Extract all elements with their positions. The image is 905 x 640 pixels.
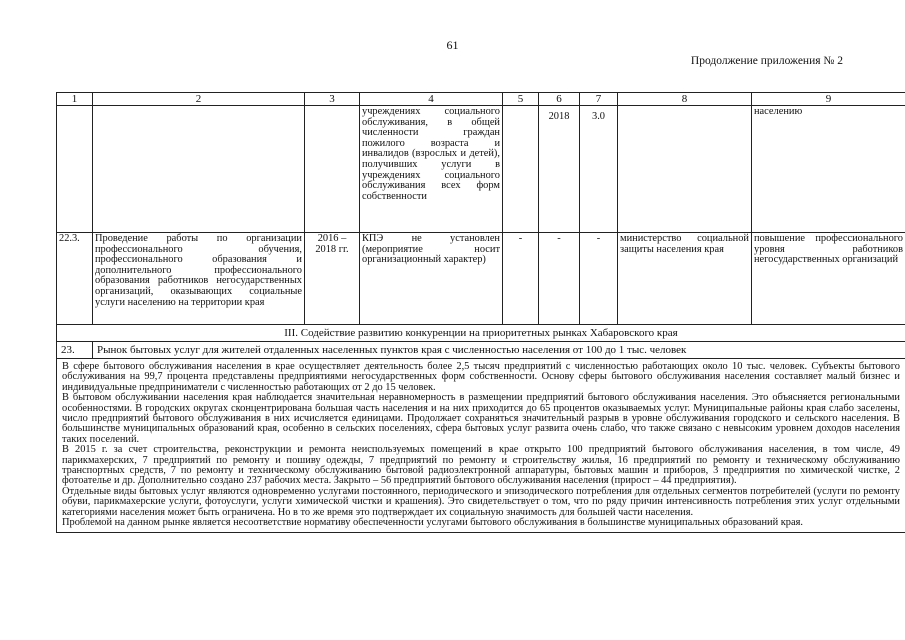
period-cell: 2016 – 2018 гг. bbox=[305, 233, 360, 325]
activity-cell: Проведение работы по организации профессионального обучения, профессионального образования и дополнительного профессионального образования работников негосударственных организаций, оказывающих социальные услуги населению на территории края bbox=[93, 233, 305, 325]
column-number: 7 bbox=[580, 93, 618, 106]
table-cell bbox=[93, 106, 305, 233]
value-cell: 3.0 bbox=[580, 106, 618, 233]
responsible-cell: министерство социальной защиты населения края bbox=[618, 233, 752, 325]
section-heading: III. Содействие развитию конкуренции на приоритетных рынках Хабаровского края bbox=[57, 325, 905, 342]
column-number: 5 bbox=[503, 93, 539, 106]
plan-table bbox=[56, 92, 905, 533]
column-number: 9 bbox=[752, 93, 905, 106]
table-row-23 bbox=[57, 342, 905, 359]
table-cell bbox=[618, 106, 752, 233]
table-cell bbox=[57, 106, 93, 233]
description-paragraph: Отдельные виды бытовых услуг являются одновременно услугами постоянного, периодического и эпизодического потребления для отдельных сегментов потребителей (услуги по ремонту обуви, парикмахерские услуги, фотоуслуги, услуги химической чистки и крашения). Это свидетельствует о том, что по ряду причин интенсивность потребления этих услуг отдельными категориями населения может быть ограничена. Но в то же время это подтверждает их социальную значимость для большей части населения. bbox=[62, 485, 900, 518]
column-number: 3 bbox=[305, 93, 360, 106]
market-description-cell bbox=[57, 359, 905, 533]
section-heading-row bbox=[57, 325, 905, 342]
table-cell: - bbox=[539, 233, 580, 325]
market-title-cell: Рынок бытовых услуг для жителей отдаленных населенных пунктов края с численностью населения от 100 до 1 тыс. человек bbox=[93, 342, 905, 359]
appendix-continuation-label: Продолжение приложения № 2 bbox=[690, 55, 843, 67]
column-number: 1 bbox=[57, 93, 93, 106]
table-row-22-3 bbox=[57, 233, 905, 325]
table-cell: - bbox=[580, 233, 618, 325]
column-number-row bbox=[57, 93, 905, 106]
table-cell bbox=[305, 106, 360, 233]
year-cell: 2018 bbox=[539, 106, 580, 233]
kpe-cell: КПЭ не установлен (мероприятие носит организационный характер) bbox=[360, 233, 503, 325]
page-number: 61 bbox=[446, 38, 459, 52]
table-cell: - bbox=[503, 233, 539, 325]
description-paragraph: Проблемой на данном рынке является несоответствие нормативу обеспеченности услугами бытового обслуживания в большинстве муниципальных образований края. bbox=[62, 517, 803, 529]
description-paragraph: В сфере бытового обслуживания населения в крае осуществляет деятельность более 2,5 тысяч предприятий с численностью работающих около 10 тыс. человек. Субъекты бытового обслуживания на 99,7 процента представлены предприятиями негосударственных форм собственности. Основу сферы бытового обслуживания населения составляет малый бизнес и индивидуальные предприниматели с численностью работающих от 2 до 15 человек. bbox=[62, 361, 900, 393]
table-cell bbox=[503, 106, 539, 233]
row-number-cell: 22.3. bbox=[57, 233, 93, 325]
indicator-cell: учреждениях социального обслуживания, в общей численности граждан пожилого возраста и инвалидов (взрослых и детей), получивших услуги в учреждениях социального обслуживания всех форм собственности bbox=[360, 106, 503, 233]
description-row bbox=[57, 359, 905, 533]
column-number: 2 bbox=[93, 93, 305, 106]
column-number: 8 bbox=[618, 93, 752, 106]
description-paragraph: В 2015 г. за счет строительства, реконструкции и ремонта неиспользуемых помещений в крае открыто 100 предприятий бытового обслуживания населения, в том числе, 49 парикмахерских, 7 предприятий по ремонту и пошиву одежды, 7 предприятий по ремонту и строительству жилья, 16 предприятий по ремонту и техническому обслуживанию транспортных средств, 7 по ремонту и техническому обслуживанию бытовой радиоэлектронной аппаратуры, бытовых машин и приборов, 3 предприятия по химической чистке, 2 фотоателье и др. Дополнительно создано 237 рабочих места. Закрыто – 56 предприятий бытового обслуживания населения (прирост – 44 предприятия). bbox=[62, 444, 900, 487]
description-paragraph: В бытовом обслуживании населения края наблюдается значительная неравномерность в размещении предприятий бытового обслуживания населения. Это объясняется региональными особенностями. В городских округах сконцентрирована большая часть населения и на них приходится до 65 процентов оказываемых услуг. Муниципальные районы края слабо заселены, число предприятий бытового обслуживания в них исчисляется единицами. Продолжает сохраняться значительный разрыв в уровне обслуживания городского и сельского населения. В большинстве муниципальных образований края, особенно в сельских поселениях, сфера бытовых услуг развита очень слабо, что также связано с невысоким уровнем доходов населения таких поселений. bbox=[62, 392, 900, 445]
result-cell: населению bbox=[752, 106, 905, 233]
column-number: 4 bbox=[360, 93, 503, 106]
row-number-cell: 23. bbox=[57, 342, 93, 359]
result-cell: повышение профессионального уровня работников негосударственных организаций bbox=[752, 233, 905, 325]
table-row-continued bbox=[57, 106, 905, 233]
column-number: 6 bbox=[539, 93, 580, 106]
